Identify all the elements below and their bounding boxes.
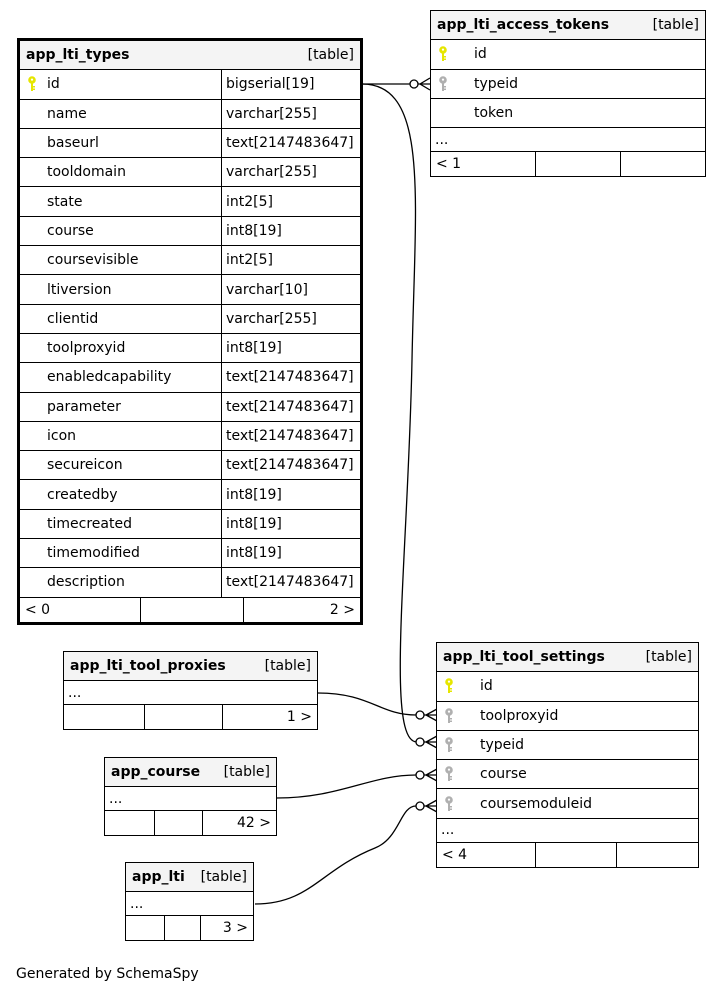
edge-optional-marker xyxy=(410,80,418,88)
column-row[interactable] xyxy=(431,70,705,99)
foreign-key-icon xyxy=(444,708,454,724)
column-type: int2[5] xyxy=(221,246,360,274)
edge-optional-marker xyxy=(416,738,424,746)
more-columns-ellipsis: ... xyxy=(431,128,705,152)
column-name: secureicon xyxy=(47,457,123,474)
child-count[interactable]: 1 > xyxy=(286,709,312,726)
column-row[interactable] xyxy=(20,246,360,275)
column-name: id xyxy=(474,46,487,63)
table-footer xyxy=(437,843,698,867)
parent-count[interactable]: < 0 xyxy=(25,601,51,618)
column-name: coursemoduleid xyxy=(480,795,593,812)
column-type: text[2147483647] xyxy=(221,393,360,421)
table-footer xyxy=(431,152,705,176)
column-type: text[2147483647] xyxy=(221,451,360,479)
table-header xyxy=(64,652,317,681)
table-header xyxy=(105,758,276,787)
column-name: token xyxy=(474,105,514,122)
column-name: id xyxy=(47,76,60,93)
parent-count[interactable]: < 1 xyxy=(436,156,462,173)
footer-divider xyxy=(144,705,145,729)
footer-divider xyxy=(535,152,536,176)
table-app-lti-tool-proxies[interactable] xyxy=(63,651,318,730)
foreign-key-icon xyxy=(444,766,454,782)
table-name: app_lti xyxy=(132,869,185,886)
column-row[interactable] xyxy=(20,480,360,509)
column-name: name xyxy=(47,105,87,122)
column-type: text[2147483647] xyxy=(221,422,360,450)
column-row[interactable] xyxy=(20,187,360,216)
more-columns-ellipsis: ... xyxy=(64,681,317,705)
column-row[interactable] xyxy=(20,451,360,480)
column-name: enabledcapability xyxy=(47,369,172,386)
edge-optional-marker xyxy=(416,771,424,779)
edge-proxies-to-tool-settings xyxy=(318,693,416,715)
table-kind: [table] xyxy=(652,17,699,34)
column-type: varchar[255] xyxy=(221,305,360,333)
footer-divider xyxy=(535,843,536,867)
table-kind: [table] xyxy=(200,869,247,886)
footer-divider xyxy=(140,598,141,622)
column-type: int8[19] xyxy=(221,334,360,362)
footer-divider xyxy=(164,916,165,940)
column-row[interactable] xyxy=(431,40,705,69)
column-row[interactable] xyxy=(437,789,698,818)
table-name: app_lti_tool_proxies xyxy=(70,658,226,675)
table-app-lti-tool-settings[interactable] xyxy=(436,642,699,868)
column-row[interactable] xyxy=(20,305,360,334)
column-row[interactable] xyxy=(20,510,360,539)
footer-divider xyxy=(616,843,617,867)
column-row[interactable] xyxy=(20,393,360,422)
column-name: toolproxyid xyxy=(47,340,126,357)
table-app-lti[interactable] xyxy=(125,862,254,941)
child-count[interactable]: 42 > xyxy=(237,815,271,832)
column-name: description xyxy=(47,574,125,591)
column-name: typeid xyxy=(480,737,525,754)
table-header xyxy=(20,41,360,70)
column-name: course xyxy=(480,766,527,783)
column-name: toolproxyid xyxy=(480,707,559,724)
footer-divider xyxy=(154,811,155,835)
column-row[interactable] xyxy=(437,702,698,731)
foreign-key-icon xyxy=(444,796,454,812)
table-footer xyxy=(64,705,317,729)
column-row[interactable] xyxy=(437,672,698,701)
column-type: int8[19] xyxy=(221,539,360,567)
footer-divider xyxy=(222,705,223,729)
column-name: baseurl xyxy=(47,135,99,152)
primary-key-icon xyxy=(444,678,454,694)
primary-key-icon xyxy=(27,76,37,92)
generated-by-credit: Generated by SchemaSpy xyxy=(16,966,199,982)
column-name: coursevisible xyxy=(47,252,139,269)
column-name: icon xyxy=(47,428,77,444)
table-name: app_lti_tool_settings xyxy=(443,649,605,666)
table-header xyxy=(437,643,698,672)
column-name: timemodified xyxy=(47,545,140,562)
table-app-course[interactable] xyxy=(104,757,277,836)
column-name: id xyxy=(480,678,493,695)
column-type: int2[5] xyxy=(221,187,360,215)
table-app-lti-types[interactable] xyxy=(17,38,363,625)
footer-divider xyxy=(243,598,244,622)
column-type: int8[19] xyxy=(221,480,360,508)
foreign-key-icon xyxy=(438,76,448,92)
column-type: bigserial[19] xyxy=(221,70,360,98)
footer-divider xyxy=(620,152,621,176)
table-header xyxy=(431,11,705,40)
child-count[interactable]: 2 > xyxy=(329,601,355,618)
footer-divider xyxy=(200,916,201,940)
column-row[interactable] xyxy=(20,100,360,129)
table-footer xyxy=(105,811,276,835)
column-name: typeid xyxy=(474,75,519,92)
column-type: int8[19] xyxy=(221,510,360,538)
column-row[interactable] xyxy=(20,70,360,99)
table-kind: [table] xyxy=(645,649,692,666)
more-columns-ellipsis: ... xyxy=(437,819,698,843)
column-row[interactable] xyxy=(431,99,705,128)
column-row[interactable] xyxy=(20,217,360,246)
edge-optional-marker xyxy=(416,711,424,719)
column-type: varchar[255] xyxy=(221,100,360,128)
parent-count[interactable]: < 4 xyxy=(442,846,468,863)
column-row[interactable] xyxy=(20,275,360,304)
primary-key-icon xyxy=(438,46,448,62)
edge-optional-marker xyxy=(416,802,424,810)
column-type: text[2147483647] xyxy=(221,363,360,391)
column-row[interactable] xyxy=(20,334,360,363)
table-header xyxy=(126,863,253,892)
edge-lti-to-tool-settings xyxy=(255,806,416,904)
column-name: createdby xyxy=(47,486,118,503)
column-type: text[2147483647] xyxy=(221,568,360,596)
crows-foot-icon xyxy=(418,78,430,90)
more-columns-ellipsis: ... xyxy=(126,892,253,916)
table-footer xyxy=(126,916,253,940)
column-row[interactable] xyxy=(437,731,698,760)
table-app-lti-access-tokens[interactable] xyxy=(430,10,706,177)
column-row[interactable] xyxy=(20,422,360,451)
column-name: ltiversion xyxy=(47,281,112,298)
column-name: tooldomain xyxy=(47,164,126,181)
table-kind: [table] xyxy=(223,764,270,781)
column-row[interactable] xyxy=(20,539,360,568)
column-type: varchar[255] xyxy=(221,158,360,186)
column-type: varchar[10] xyxy=(221,275,360,303)
footer-divider xyxy=(202,811,203,835)
table-kind: [table] xyxy=(264,658,311,675)
table-kind: [table] xyxy=(307,47,354,64)
column-row[interactable] xyxy=(20,363,360,392)
column-name: parameter xyxy=(47,398,121,415)
foreign-key-icon xyxy=(444,737,454,753)
column-row[interactable] xyxy=(20,129,360,158)
more-columns-ellipsis: ... xyxy=(105,787,276,811)
column-name: clientid xyxy=(47,310,99,327)
column-type: int8[19] xyxy=(221,217,360,245)
column-row[interactable] xyxy=(20,568,360,597)
table-name: app_course xyxy=(111,764,201,781)
column-row[interactable] xyxy=(437,760,698,789)
child-count[interactable]: 3 > xyxy=(222,920,248,937)
column-name: timecreated xyxy=(47,515,132,532)
column-name: course xyxy=(47,222,94,239)
edge-types-to-tool-settings xyxy=(362,84,417,742)
table-footer xyxy=(20,598,360,622)
table-name: app_lti_access_tokens xyxy=(437,17,610,34)
column-row[interactable] xyxy=(20,158,360,187)
column-type: text[2147483647] xyxy=(221,129,360,157)
table-name: app_lti_types xyxy=(26,47,130,64)
edge-course-to-tool-settings xyxy=(277,775,416,798)
column-name: state xyxy=(47,193,83,210)
